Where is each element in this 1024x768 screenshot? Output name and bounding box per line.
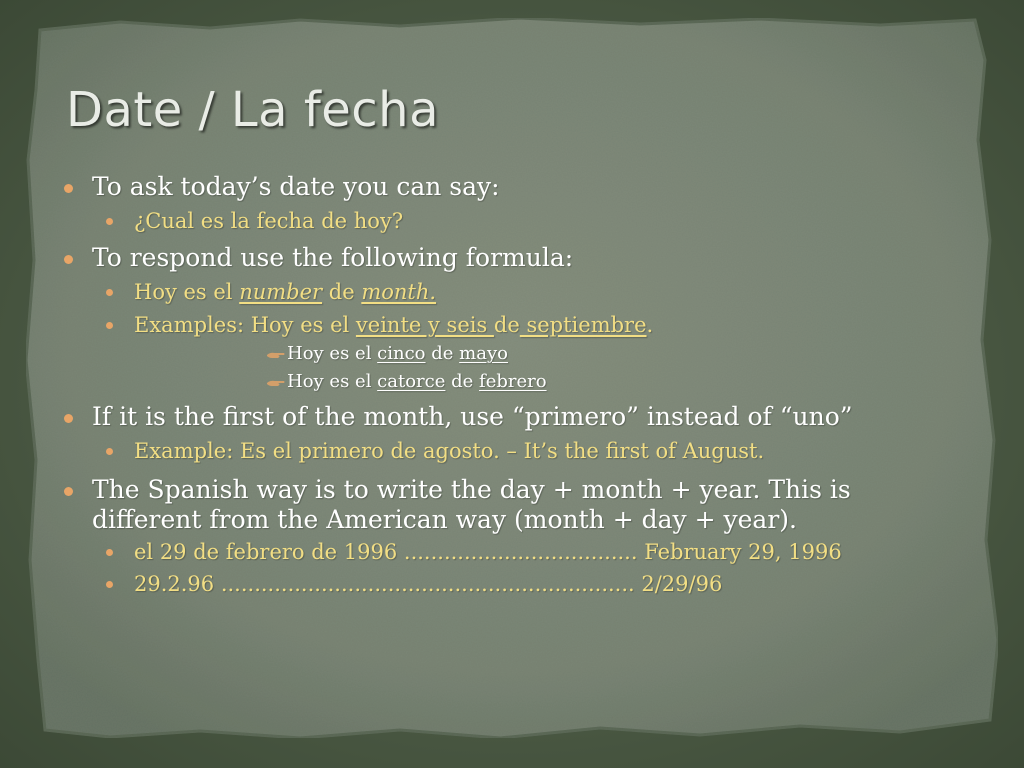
examples-number: veinte y seis	[355, 313, 494, 337]
bullet-dot	[106, 581, 113, 588]
examples-text	[134, 312, 653, 338]
bullet-dot	[106, 448, 113, 455]
bullet-dot	[64, 414, 73, 423]
example-a-text	[287, 343, 508, 365]
example-a-month: mayo	[459, 343, 508, 364]
item-text: If it is the first of the month, use “primero” instead of “uno”	[92, 402, 853, 431]
bullet-dot	[106, 218, 113, 225]
formula-text	[134, 279, 436, 305]
item-text: el 29 de febrero de 1996 ................................... February 29, 1996	[134, 540, 842, 564]
item-text: To ask today’s date you can say:	[92, 172, 500, 201]
formula-month: month.	[361, 280, 437, 304]
examples-month: septiembre	[519, 313, 647, 337]
pointing-hand-icon	[266, 348, 286, 362]
examples-prefix: Examples: Hoy es el	[134, 313, 356, 337]
item-text-line1: The Spanish way is to write the day + month + year. This is	[92, 475, 851, 504]
formula-prefix: Hoy es el	[134, 280, 240, 304]
bullet-dot	[106, 549, 113, 556]
formula-number: number	[239, 280, 323, 304]
example-b-month: febrero	[479, 371, 547, 392]
examples-de: de	[493, 313, 520, 337]
bullet-dot	[64, 487, 73, 496]
pointing-hand-icon	[266, 376, 286, 390]
slide-title: Date / La fecha	[66, 82, 439, 138]
item-text: To respond use the following formula:	[92, 243, 574, 272]
formula-de: de	[322, 280, 362, 304]
example-b-de: de	[445, 371, 480, 392]
examples-period: .	[646, 313, 654, 337]
example-b-text	[287, 371, 547, 393]
bullet-dot	[106, 322, 113, 329]
bullet-dot	[64, 255, 73, 264]
example-a-number: cinco	[377, 343, 426, 364]
example-a-prefix: Hoy es el	[287, 343, 378, 364]
item-text-line2: different from the American way (month + day + year).	[92, 505, 797, 534]
example-b-number: catorce	[377, 371, 446, 392]
item-text: Example: Es el primero de agosto. – It’s the first of August.	[134, 439, 765, 463]
example-b-prefix: Hoy es el	[287, 371, 378, 392]
example-a-de: de	[425, 343, 460, 364]
item-text: ¿Cual es la fecha de hoy?	[134, 209, 404, 233]
bullet-dot	[64, 184, 73, 193]
bullet-dot	[106, 289, 113, 296]
item-text: 29.2.96 .............................................................. 2/29/96	[134, 572, 723, 596]
